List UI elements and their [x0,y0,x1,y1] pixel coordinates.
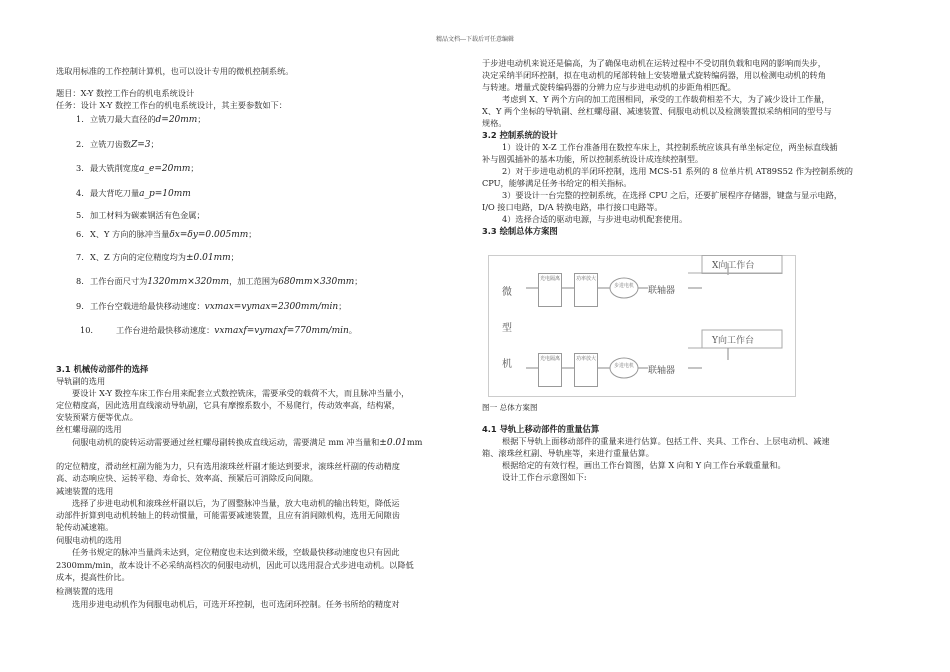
paragraph: 选用步进电动机作为伺服电动机后，可选开环控制，也可选闭环控制。任务书所给的精度对 [72,599,400,609]
paragraph: 箱、滚珠丝杠副、导轨座等，来进行重量估算。 [482,448,654,458]
item-formula: 1320mm×320mm [147,277,230,287]
motor-label-y: 步进电机 [614,363,635,369]
parameter-item [76,229,256,242]
item-text: 最大铣削宽度 [90,163,140,173]
item-number: 9. [76,301,84,311]
item-number: 10. [80,325,94,335]
paragraph: 高、动态响应快、运转平稳、寿命长、效率高、预紧后可消除反向间隙。 [56,473,319,483]
item-number: 5. [76,210,84,220]
topic-title: 题目：X-Y 数控工作台的机电系统设计 [56,88,195,98]
item-suffix: ； [197,114,206,124]
paragraph: 与转速。增量式旋转编码器的分辨力应与步进电动机的步距角相匹配。 [482,82,736,92]
item-suffix: ； [248,229,257,239]
amplifier-box-x: 功率放大 [574,273,598,307]
paragraph: 规格。 [482,118,507,128]
micro-char-1: 微 [502,287,512,298]
item-formula: δx=δy=0.005mm [169,230,249,240]
section-4-1-heading: 4.1 导轨上移动部件的重量估算 [482,424,600,434]
paragraph: 补与圆弧插补的基本功能，所以控制系统设计成连续控制型。 [482,154,704,164]
item-suffix: ； [190,163,199,173]
item-formula: ±0.01mm [186,253,231,263]
figure-caption: 图一 总体方案图 [482,403,538,412]
task-text: 任务：设计 X-Y 数控工作台的机电系统设计，其主要参数如下： [56,100,287,110]
item-text: X、Y 方向的脉冲当量 [90,229,170,239]
paragraph: 于步进电动机来说还是偏高，为了确保电动机在运转过程中不受切削负载和电网的影响而失步， [482,58,826,68]
parameter-item [76,276,362,289]
subheading-guide: 导轨副的选用 [56,376,106,386]
paragraph: 决定采纳半闭环控制，拟在电动机的尾部转轴上安装增量式旋转编码器，用以检测电动机的转角 [482,70,826,80]
parameter-item [76,163,199,176]
paragraph: 3）要设计一台完整的控制系统，在选择 CPU 之后，还要扩展程序存储器，键盘与显示电路， [502,190,843,200]
section-3-1-heading: 3.1 机械传动部件的选择 [56,364,149,374]
subheading-reducer: 减速装置的选用 [56,486,114,496]
micro-char-2: 型 [502,323,512,334]
motor-label-x: 步进电机 [614,283,635,289]
paragraph: 根据给定的有效行程，画出工作台简图，估算 X 向和 Y 向工作台承载重量和。 [502,460,786,470]
parameter-item [76,188,191,201]
item-number: 8. [76,276,84,286]
parameter-item [76,210,205,222]
item-suffix: ； [354,276,363,286]
amplifier-box-y: 功率放大 [574,353,598,387]
paragraph: 成本，提高性价比。 [56,572,130,582]
isolation-box-y: 光电隔离 [538,353,562,387]
item-number: 1. [76,114,84,124]
paragraph: 设计工作台示意图如下: [502,472,587,482]
paragraph: 任务书规定的脉冲当量尚未达到，定位精度也未达到微米级，空载最快移动速度也只有因此 [72,547,400,557]
item-text: 工作台空载进给最快移动速度： [90,301,205,311]
parameter-item [80,325,357,338]
y-table-label: Y向工作台 [712,336,754,346]
paragraph: 选择了步进电动机和滚珠丝杆副以后，为了圆整脉冲当量，放大电动机的输出转矩，降低运 [72,498,400,508]
subheading-servo: 伺服电动机的选用 [56,535,122,545]
item-formula: a_p=10mm [139,189,191,199]
subheading-detect: 检测装置的选用 [56,586,114,596]
item-text: 工作台进给最快移动速度： [116,325,215,335]
section-3-2-heading: 3.2 控制系统的设计 [482,130,558,140]
item-formula: Z=3 [130,140,151,150]
micro-char-3: 机 [502,359,512,370]
left-column [56,0,466,672]
parameter-item [76,114,206,127]
isolation-box-x: 光电隔离 [538,273,562,307]
paragraph: 4）选择合适的驱动电源，与步进电动机配套使用。 [502,214,688,224]
subheading-screw: 丝杠螺母副的选用 [56,424,122,434]
item-number: 4. [76,188,84,198]
item-text: X、Z 方向的定位精度均为 [90,252,186,262]
parameter-item [76,252,239,265]
paragraph: 的定位精度，滑动丝杠副为能为力，只有选用滚珠丝杆副才能达到要求，滚珠丝杆副的传动精度 [56,461,400,471]
paragraph: 轮传动减速箱。 [56,522,114,532]
item-number: 2. [76,139,84,149]
paragraph: 安装预紧方便等优点。 [56,412,138,422]
item-text: 最大背吃刀量 [90,188,140,198]
item-number: 7. [76,252,84,262]
paragraph: 考虑到 X、Y 两个方向的加工范围相同，承受的工作载荷相差不大，为了减少设计工作量， [502,94,830,104]
system-block-diagram [488,255,796,397]
item-suffix: ； [150,139,159,149]
section-3-3-heading: 3.3 绘制总体方案图 [482,226,558,236]
diagram-lines [488,255,796,397]
page-header: 精品文档---下载后可任意编辑 [435,36,515,43]
x-table-label: X向工作台 [712,261,755,271]
item-suffix: 。 [348,325,357,335]
paragraph: 根据下导轨上面移动部件的重量来进行估算。包括工件、夹具、工作台、上层电动机、减速 [502,436,830,446]
paragraph: 定位精度高，因此选用直线滚动导轨副，它具有摩擦系数小，不易爬行，传动效率高，结构紧， [56,400,400,410]
item-number: 6. [76,229,84,239]
paragraph: 要设计 X-Y 数控车床工作台用来配套立式数控铣床，需要承受的载荷不大，而且脉冲当量小， [72,388,410,398]
item-text: 工作台面尺寸为 [90,276,148,286]
paragraph: I/O 接口电路，D/A 转换电路，串行接口电路等。 [482,202,663,212]
coupler-x: 联轴器 [648,286,676,296]
item-formula: vxmax=vymax=2300mm/min [204,302,339,312]
item-formula: d=20mm [155,115,198,125]
item-suffix: ，加工范围为 [229,276,279,286]
item-formula: a_e=20mm [139,164,191,174]
intro-text: 选取用标准的工作控制计算机，也可以设计专用的微机控制系统。 [56,66,294,76]
item-text: 加工材料为碳素钢活有色金属； [90,210,205,220]
paragraph: 动部件折算到电动机转轴上的转动惯量，可能需要减速装置，且应有消间隙机构，选用无间隙齿 [56,510,400,520]
parameter-item [76,301,346,314]
coupler-y: 联轴器 [648,366,676,376]
item-text: 立铣刀齿数 [90,139,131,149]
item-suffix: ； [230,252,239,262]
parameter-item [76,139,159,152]
paragraph: X、Y 两个坐标的导轨副、丝杠螺母副、减速装置、伺服电动机以及检测装置拟采纳相同的型号与 [482,106,832,116]
paragraph: 1）设计的 X-Z 工作台准备用在数控车床上，其控制系统应该具有单坐标定位，两坐标直线插 [502,142,838,152]
item-text: 立铣刀最大直径的 [90,114,156,124]
item-formula: 680mm×330mm [278,277,355,287]
paragraph: 伺服电动机的旋转运动需要通过丝杠螺母副转换成直线运动，需要满足 mm 冲当量和±0.01mm [72,437,423,448]
paragraph: 2300mm/min，故本设计不必采纳高档次的伺服电动机，因此可以选用混合式步进电动机。以降低 [56,560,414,570]
item-formula: vxmaxf=vymaxf=770mm/min [214,326,349,336]
paragraph: 2）对于步进电动机的半闭环控制，选用 MCS-51 系列的 8 位单片机 AT89S52 作为控制系统的 [502,166,853,176]
paragraph: CPU，能够满足任务书给定的相关指标。 [482,178,632,188]
item-number: 3. [76,163,84,173]
formula: ±0.01 [379,438,407,448]
item-suffix: ； [338,301,347,311]
